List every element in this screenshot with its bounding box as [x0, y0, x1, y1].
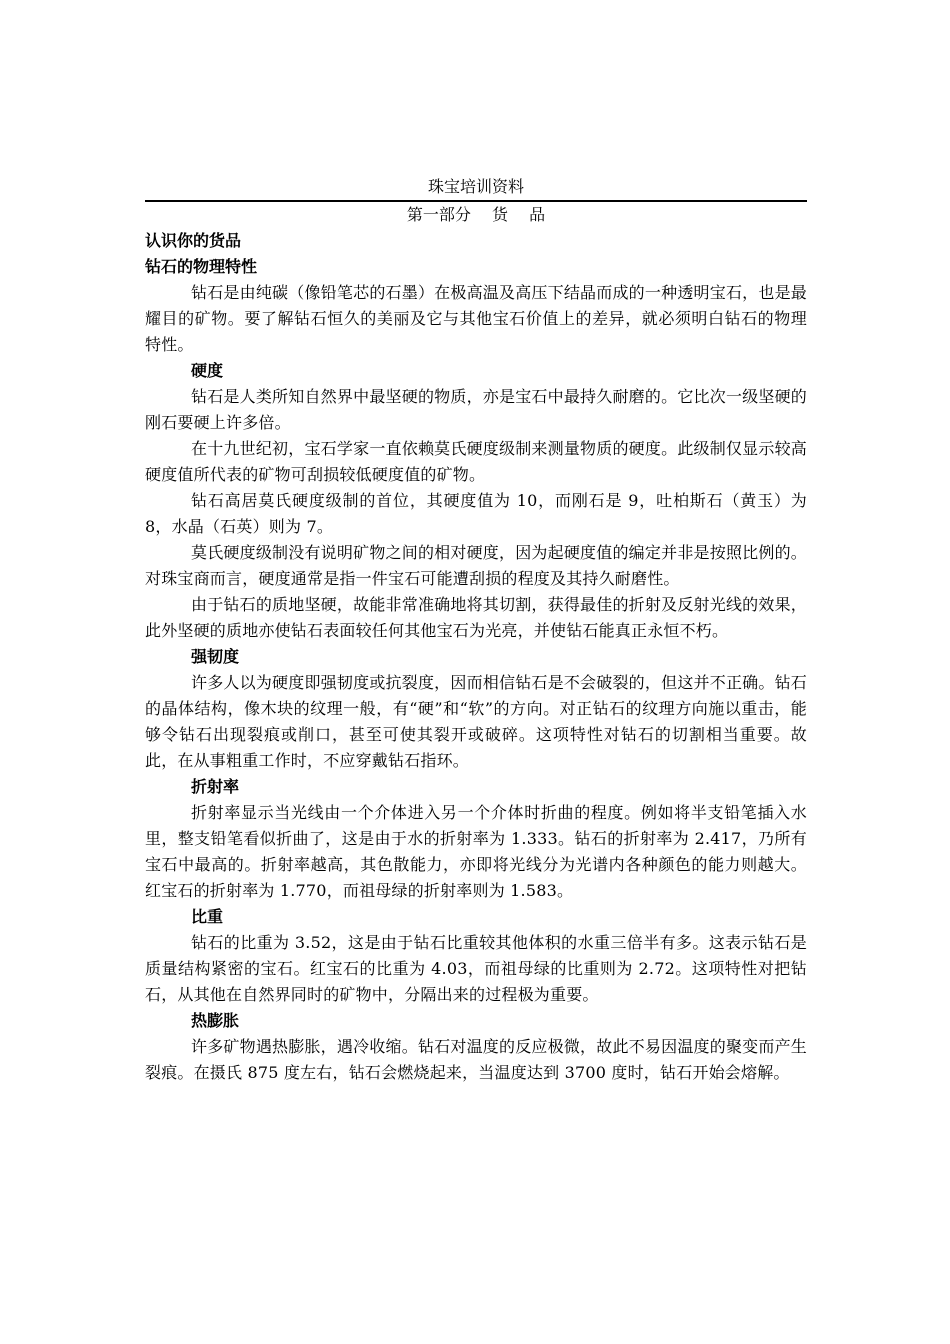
paragraph: 许多人以为硬度即强韧度或抗裂度，因而相信钻石是不会破裂的，但这并不正确。钻石的晶体结构，像木块的纹理一般，有“硬”和“软”的方向。对正钻石的纹理方向施以重击，能够令钻石出现裂痕或削口，甚至可使其裂开或破碎。这项特性对钻石的切割相当重要。故此，在从事粗重工作时，不应穿戴钻石指环。 [145, 673, 807, 770]
heading-know-your-goods: 认识你的货品 [145, 231, 242, 250]
paragraph: 许多矿物遇热膨胀，遇冷收缩。钻石对温度的反应极微，故此不易因温度的聚变而产生裂痕。在摄氏 875 度左右，钻石会燃烧起来，当温度达到 3700 度时，钻石开始会熔解。 [145, 1037, 807, 1082]
section-title-refraction: 折射率 [191, 777, 240, 796]
paragraph: 钻石高居莫氏硬度级制的首位，其硬度值为 10，而刚石是 9，吐柏斯石（黄玉）为 8，水晶（石英）则为 7。 [145, 491, 807, 536]
document-page [145, 176, 807, 1086]
section-title-hardness: 硬度 [191, 361, 224, 380]
intro-paragraph: 钻石是由纯碳（像铅笔芯的石墨）在极高温及高压下结晶而成的一种透明宝石，也是最耀目的矿物。要了解钻石恒久的美丽及它与其他宝石价值上的差异，就必须明白钻石的物理特性。 [145, 283, 807, 354]
paragraph: 钻石是人类所知自然界中最坚硬的物质，亦是宝石中最持久耐磨的。它比次一级坚硬的刚石要硬上许多倍。 [145, 387, 807, 432]
heading-diamond-properties: 钻石的物理特性 [145, 257, 258, 276]
section-title-toughness: 强韧度 [191, 647, 240, 666]
paragraph: 在十九世纪初，宝石学家一直依赖莫氏硬度级制来测量物质的硬度。此级制仅显示较高硬度值所代表的矿物可刮损较低硬度值的矿物。 [145, 439, 807, 484]
paragraph: 莫氏硬度级制没有说明矿物之间的相对硬度，因为起硬度值的编定并非是按照比例的。对珠宝商而言，硬度通常是指一件宝石可能遭刮损的程度及其持久耐磨性。 [145, 543, 807, 588]
part-title: 第一部分 货 品 [406, 205, 546, 224]
paragraph: 由于钻石的质地坚硬，故能非常准确地将其切割，获得最佳的折射及反射光线的效果，此外坚硬的质地亦使钻石表面较任何其他宝石为光亮，并使钻石能真正永恒不朽。 [145, 595, 807, 640]
page-header: 珠宝培训资料 [145, 176, 807, 202]
paragraph: 折射率显示当光线由一个介体进入另一个介体时折曲的程度。例如将半支铅笔插入水里，整支铅笔看似折曲了，这是由于水的折射率为 1.333。钻石的折射率为 2.417，乃所有宝石中最高的。折射率越高，其色散能力，亦即将光线分为光谱内各种颜色的能力则越大。红宝石的折射率为 1.770，而祖母绿的折射率则为 1.583。 [145, 803, 807, 900]
paragraph: 钻石的比重为 3.52，这是由于钻石比重较其他体积的水重三倍半有多。这表示钻石是质量结构紧密的宝石。红宝石的比重为 4.03，而祖母绿的比重则为 2.72。这项特性对把钻石，从其他在自然界同时的矿物中，分隔出来的过程极为重要。 [145, 933, 807, 1004]
section-title-thermal-expansion: 热膨胀 [191, 1011, 240, 1030]
section-title-specific-gravity: 比重 [191, 907, 224, 926]
